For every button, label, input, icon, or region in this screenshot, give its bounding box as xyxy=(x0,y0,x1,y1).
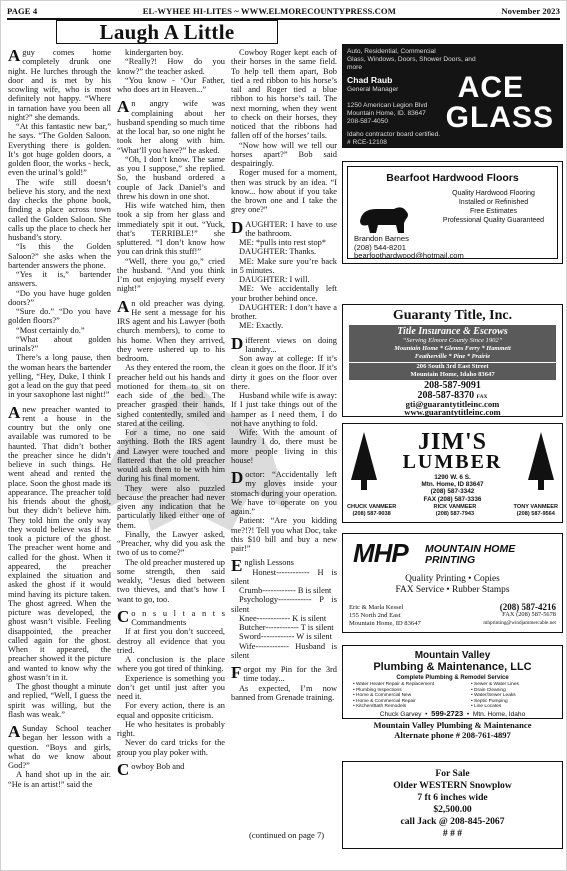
paragraph-text: Knee------------ K is silent xyxy=(239,613,327,623)
paragraph-text: ifferent views on doing laundry... xyxy=(245,335,337,354)
mv-left-item: • Home & Commercial Repair xyxy=(353,698,416,704)
guaranty-title-ad xyxy=(342,304,563,417)
jims-contact-3 xyxy=(514,504,558,518)
article-paragraph xyxy=(231,238,337,247)
ace-line2: Glass, Windows, Doors, Shower Doors, and xyxy=(347,56,476,63)
mv-sub: Complete Plumbing & Remodel Service xyxy=(396,675,509,681)
mv-phone: 599-2723 xyxy=(431,709,464,718)
article-paragraph xyxy=(117,606,225,628)
gti-since: “Serving Elmore County Since 1902” xyxy=(402,337,503,344)
gti-phone2: 208-587-8370 xyxy=(417,390,475,401)
article-paragraph xyxy=(231,595,337,614)
article-paragraph xyxy=(231,391,337,428)
mv-right-item: • Sewer & Water Lines xyxy=(471,682,519,687)
drop-cap: C xyxy=(117,606,130,626)
article-paragraph xyxy=(8,289,111,308)
jims-contact-2-phone: (208) 587-7943 xyxy=(435,511,475,517)
paragraph-text: A conclusion is the place where you got tired of thinking. xyxy=(117,655,225,674)
paragraph-text: Patient: “Are you kidding me?!?! Tell you what Doc, take this $10 bill and buy a new pair!” xyxy=(231,516,337,553)
article-paragraph xyxy=(231,632,337,641)
continued-note: (continued on page 7) xyxy=(249,830,325,840)
paragraph-text: Husband while wife is away: If I just take things out of the hamper as I need them, I do not have anything to fold. xyxy=(231,391,337,428)
gti-phone1: 208-587-9091 xyxy=(424,380,481,391)
gti-email: gti@guarantytitleinc.com xyxy=(405,399,500,409)
mhp-people: Eric & Marla Kessel xyxy=(349,604,404,611)
article-paragraph xyxy=(117,759,225,779)
ace-logo-top: ACE xyxy=(457,71,524,104)
paragraph-text: Roger mused for a moment, then was struck by an idea. “I know... how about if you take the brown one and I take the grey one?” xyxy=(231,168,337,215)
mhp-printing-ad xyxy=(342,533,563,633)
drop-cap: A xyxy=(8,402,21,422)
ace-logo-bottom: GLASS xyxy=(445,101,554,134)
article-paragraph xyxy=(231,217,337,239)
article-paragraph xyxy=(231,586,337,595)
gti-name: Guaranty Title, Inc. xyxy=(392,308,513,323)
article-paragraph xyxy=(231,284,337,303)
mountain-valley-ad xyxy=(342,645,563,719)
forsale-l6: # # # xyxy=(442,828,463,839)
bearfoot-l3: Free Estimates xyxy=(469,208,518,215)
paragraph-text: There’s a long pause, then the woman hears the bartender yelling, “Hey, Duke, I think I got a lead on the guy that peed in your saxophone last night!” xyxy=(8,353,111,400)
ace-line3: more xyxy=(347,64,363,71)
article-paragraph xyxy=(117,558,225,604)
drop-cap: A xyxy=(117,97,130,117)
article-paragraph xyxy=(8,48,111,122)
article-paragraph xyxy=(8,122,111,178)
article-paragraph xyxy=(231,247,337,256)
mhp-phone: (208) 587-4216 xyxy=(499,602,556,612)
paragraph-text: Cowboy Roger kept each of their horses in the same field. To help tell them apart, Bob tied a red ribbon to his horse’s tail and Roger tied a blue ribbon to his horse’s tail. The next morning, when they went to check on their horses, they noticed that the ribbons had fallen off of the horses’ tails. xyxy=(231,48,337,141)
gti-address-band xyxy=(349,363,556,380)
mv-right-item: • Drain Cleaning xyxy=(471,687,506,693)
column-2 xyxy=(117,48,225,841)
article-paragraph xyxy=(117,674,225,702)
jims-logo: JIM'S xyxy=(417,429,487,455)
mv-left-item: • Water Heater Repair & Replacement xyxy=(353,682,434,687)
drop-cap: C xyxy=(117,759,130,779)
paragraph-text: ME: Exactly. xyxy=(239,321,284,331)
ace-manager-name: Chad Raub xyxy=(347,75,393,85)
gti-band xyxy=(349,325,556,362)
paragraph-text: Sword------------ W is silent xyxy=(239,632,332,642)
jims-address xyxy=(343,474,562,503)
mhp-address xyxy=(349,604,421,628)
mv-contact-row: Chuck Garvey • 599-2723 • Mtn. Home, Idaho xyxy=(379,709,526,718)
article-paragraph xyxy=(231,665,337,684)
jims-logo-lumber: LUMBER xyxy=(402,451,503,473)
article-paragraph xyxy=(231,257,337,276)
drop-cap: E xyxy=(231,556,243,576)
page-number: PAGE 4 xyxy=(7,6,38,16)
paragraph-text: octor: “Accidentally left my gloves inside your stomach during your operation. We have to operate on you again.” xyxy=(231,470,337,516)
bearfoot-contact xyxy=(354,235,464,261)
article-paragraph xyxy=(231,623,337,632)
jims-fax: FAX (208) 587-3336 xyxy=(423,495,482,503)
gti-web: www.guarantytitleinc.com xyxy=(404,407,501,417)
paragraph-text: Never do card tricks for the group you play poker with. xyxy=(117,738,225,757)
mv-right-item: • Water/Sewer Leaks xyxy=(471,693,516,699)
paragraph-text: nglish Lessons xyxy=(244,558,294,568)
article-paragraph xyxy=(117,57,225,76)
article-paragraph xyxy=(117,627,225,655)
article-paragraph xyxy=(231,354,337,391)
article-paragraph xyxy=(231,568,337,587)
article-paragraph xyxy=(231,333,337,355)
forsale-l5: call Jack @ 208-845-2067 xyxy=(400,816,505,827)
paragraph-text: owboy Bob and xyxy=(131,761,185,771)
bearfoot-name: Brandon Barnes xyxy=(354,234,409,243)
mhp-name1: MOUNTAIN HOME xyxy=(425,543,516,555)
paragraph-text: The old preacher mustered up some strength, then said weakly, “Jesus died between two thieves, and that’s how I want to go, too. xyxy=(117,557,225,604)
drop-cap: D xyxy=(231,468,244,487)
jims-contact-2-name: RICK VANMEER xyxy=(433,504,477,510)
for-sale-ad xyxy=(342,761,563,849)
gti-sub: Title Insurance & Escrows xyxy=(397,326,508,337)
mhp-logo: MHP xyxy=(353,538,408,568)
mv-caption2: Alternate phone # 208-761-4897 xyxy=(394,730,511,740)
paragraph-text: Sunday School teacher began her lesson with a question. “Boys and girls, what do we know about God?” xyxy=(8,724,111,770)
bearfoot-frame xyxy=(347,166,558,259)
paragraph-text: “Well, there you go,” cried the husband. “And you think I’m out enjoying myself every night!” xyxy=(117,256,225,294)
paragraph-text: n old preacher was dying. He sent a message for his IRS agent and his Lawyer (both church members), to come to his home. When they arrived, they were ushered up to his bedroom. xyxy=(117,298,225,363)
article-paragraph xyxy=(117,99,225,155)
paragraph-text: He who hesitates is probably right. xyxy=(117,719,225,738)
article-paragraph xyxy=(8,307,111,326)
mhp-contact xyxy=(483,603,556,627)
paragraph-text: “Is this the Golden Saloon?” she asks when the bartender answers the phone. xyxy=(8,242,111,270)
article-paragraph xyxy=(8,270,111,289)
paragraph-text: ME: We accidentally left your brother behind once. xyxy=(231,284,337,303)
jims-contact-1-phone: (208) 587-9038 xyxy=(352,511,391,517)
mv-left-item: • Home & Commercial New xyxy=(353,693,412,699)
jims-contact-3-phone: (208) 587-9564 xyxy=(516,511,555,517)
ace-phone: 208-587-4050 xyxy=(347,118,389,125)
article-paragraph xyxy=(8,682,111,719)
jims-lumber-ad xyxy=(342,423,563,523)
paragraph-text: Wife------------ Husband is silent xyxy=(231,641,337,660)
article-paragraph xyxy=(231,470,337,516)
drop-cap: A xyxy=(117,296,130,316)
article-paragraph xyxy=(231,642,337,661)
mhp-name xyxy=(425,544,515,566)
paragraph-text: Psychology------------ P is silent xyxy=(231,595,337,614)
drop-cap: A xyxy=(8,48,21,65)
article-paragraph xyxy=(8,724,111,770)
ace-addr1: 1250 American Legion Blvd xyxy=(347,102,428,109)
article-paragraph xyxy=(117,701,225,720)
mv-contact-name: Chuck Garvey xyxy=(379,711,422,718)
jims-addr1: 1290 W. 6 S. xyxy=(434,474,471,481)
ace-cert2: # RCE-12108 xyxy=(347,139,387,146)
article-paragraph xyxy=(231,428,337,465)
jims-contacts xyxy=(347,504,558,518)
paragraph-text: AUGHTER: I have to use the bathroom. xyxy=(245,219,337,238)
bearfoot-l4: Professional Quality Guaranteed xyxy=(442,217,545,224)
article-paragraph xyxy=(117,363,225,428)
paragraph-text: “Oh, I don’t know. The same as you I suppose,” she replied. So, the husband ordered a couple of Jack Daniel’s and threw his down in one shot. xyxy=(117,154,225,201)
article-paragraph xyxy=(117,155,225,201)
drop-cap: D xyxy=(231,217,244,237)
paragraph-text: Butcher------------ T is silent xyxy=(239,623,334,632)
bearfoot-title: Bearfoot Hardwood Floors xyxy=(386,172,519,184)
paragraph-text: “Now how will we tell our horses apart?” Bob said despairingly. xyxy=(231,140,337,168)
article-paragraph xyxy=(8,326,111,335)
mv-right-item: • Septic Pumping xyxy=(471,698,508,704)
paragraph-text: The wife still doesn’t believe his story, and the next day checks the phone book, finding a place across town called the Golden Saloon. She calls up the place to check her husband’s story. xyxy=(8,177,111,242)
bear-icon xyxy=(356,201,412,235)
jims-contact-1 xyxy=(347,504,396,518)
paragraph-text: His wife watched him, then took a sip from her glass and immediately spit it out. “Yuck, that’s TERRIBLE!” she spluttered. “I don’t know how you can drink this stuff!” xyxy=(117,201,225,257)
bearfoot-services xyxy=(426,189,561,225)
gti-towns2: Featherville * Pine * Prairie xyxy=(414,353,491,360)
article-paragraph xyxy=(117,720,225,739)
article-paragraph xyxy=(231,556,337,576)
mv-caption xyxy=(342,720,563,740)
article-paragraph xyxy=(117,48,225,57)
mhp-fax: FAX (208) 587-5678 xyxy=(502,611,556,618)
jims-phone: (208) 587-3342 xyxy=(430,488,475,496)
forsale-l1: For Sale xyxy=(435,768,470,779)
article-paragraph xyxy=(231,303,337,322)
article-paragraph xyxy=(8,353,111,399)
article-paragraph xyxy=(8,402,111,683)
forsale-l3: 7 ft 6 inches wide xyxy=(417,792,488,803)
paragraph-text: DAUGHTER: I don’t have a brother. xyxy=(231,302,337,321)
mhp-name2: PRINTING xyxy=(425,554,476,566)
drop-cap: A xyxy=(8,722,21,741)
column-1 xyxy=(8,48,111,840)
section-title: Laugh A Little xyxy=(56,20,278,44)
mv-town: Mtn. Home, Idaho xyxy=(472,711,526,718)
mv-left-item: • Kitchen/Bath Remodels xyxy=(353,704,407,710)
bearfoot-l1: Quality Hardwood Flooring xyxy=(452,190,535,197)
ace-glass-ad xyxy=(342,44,563,148)
ace-cert1: Idaho contractor board certified. xyxy=(347,131,441,138)
mv-left-item: • Plumbing Inspections xyxy=(353,687,402,693)
paragraph-text: Finally, the Lawyer asked, “Preacher, why did you ask the two of us to come?” xyxy=(117,529,225,558)
bearfoot-l2: Installed or Refinished xyxy=(458,199,529,206)
gti-towns1: Mountain Home * Glenns Ferry * Hammett xyxy=(394,345,511,352)
mv-title2: Plumbing & Maintenance, LLC xyxy=(373,661,532,673)
forsale-l4: $2,500.00 xyxy=(433,804,472,815)
jims-addr2: Mtn. Home, ID 83647 xyxy=(421,481,484,489)
paragraph-text: A hand shot up in the air. “He is an artist!” said the xyxy=(8,770,111,789)
gti-fax-label: FAX xyxy=(476,394,488,400)
article-paragraph xyxy=(117,530,225,558)
paragraph-text: “Do you have huge golden doors?” xyxy=(8,288,111,307)
drop-cap: D xyxy=(231,333,244,353)
paragraph-text: o n s u l t a n t s Commandments xyxy=(131,608,225,627)
paragraph-text: They were also puzzled because the preacher had never given any indication that he particularly liked either one of them. xyxy=(117,483,225,530)
article-paragraph xyxy=(117,655,225,674)
article-paragraph xyxy=(117,296,225,364)
mv-left-list xyxy=(353,682,434,710)
article-paragraph xyxy=(117,201,225,257)
bearfoot-phone: (208) 544-8201 xyxy=(354,242,406,252)
mhp-email: mhprinting@windjammercable.net xyxy=(483,620,556,626)
drop-cap: F xyxy=(231,663,242,682)
paragraph-text: kindergarten boy. xyxy=(125,48,184,57)
paragraph-text: “Sure do.” “Do you have golden floors?” xyxy=(8,307,111,326)
paragraph-text: For every action, there is an equal and opposite criticism. xyxy=(117,701,225,720)
paragraph-text: Experience is something you don’t get until just after you need it. xyxy=(117,673,225,701)
article-paragraph xyxy=(117,428,225,484)
paragraph-text: The ghost thought a minute and replied, “Well, I guess the spirit was willing, but the flash was weak.” xyxy=(8,682,111,719)
article-paragraph xyxy=(231,321,337,330)
paragraph-text: “Yes it is,” bartender answers. xyxy=(8,270,111,289)
paragraph-text: “Really?! How do you know?” the teacher asked. xyxy=(117,57,225,76)
gti-addr2: Mountain Home, Idaho 83647 xyxy=(410,371,495,378)
page-header xyxy=(7,4,560,18)
paragraph-text: “What about golden urinals?” xyxy=(8,334,111,353)
forsale-text xyxy=(343,768,562,840)
bearfoot-email: bearfoothardwood@hotmail.com xyxy=(354,251,464,261)
paragraph-text: As they entered the room, the preacher held out his hands and motioned for them to sit on each side of the bed. The preacher grasped their hands, sighed contentedly, smiled and stared at the ceiling. xyxy=(117,363,225,428)
paragraph-text: Wife: With the amount of laundry I do, there must be more people living in this house! xyxy=(231,428,337,465)
gti-addr1: 206 South 3rd East Street xyxy=(416,363,489,370)
paragraph-text: ME: Make sure you’re back in 5 minutes. xyxy=(231,256,337,275)
issue-date: November 2023 xyxy=(501,6,560,16)
paragraph-text: guy comes home completely drunk one night. He lurches through the door and is met by his scowling wife, who is most definitely not happy. “Where in tarnation have you been all night?” she demands. xyxy=(8,48,111,122)
jims-contact-1-name: CHUCK VANMEER xyxy=(347,504,397,510)
article-paragraph xyxy=(231,684,337,703)
paragraph-text: n angry wife was complaining about her husband spending so much time at the local bar, so one night he took her along with him. “What’ll you have?” he asked. xyxy=(117,99,225,155)
paragraph-text: Crumb------------ B is silent xyxy=(239,586,332,595)
article-paragraph xyxy=(231,516,337,553)
bearfoot-hardwood-ad xyxy=(342,161,563,264)
article-paragraph xyxy=(231,614,337,623)
ace-line1: Auto, Residential, Commercial xyxy=(347,48,436,55)
paragraph-text: “You know - ‘Our Father, who does art in Heaven...” xyxy=(117,75,225,94)
paragraph-text: ME: *pulls into rest stop* xyxy=(239,238,327,247)
jims-contact-2 xyxy=(434,504,477,518)
paper-name: EL-WYHEE HI-LITES ~ WWW.ELMORECOUNTYPRESS.COM xyxy=(142,6,396,16)
article-paragraph xyxy=(8,242,111,270)
mhp-services2: FAX Service • Rubber Stamps xyxy=(395,585,510,595)
column-3 xyxy=(231,48,337,828)
article-paragraph xyxy=(117,738,225,757)
mv-right-item: • Line Locates xyxy=(471,704,502,710)
paragraph-text: new preacher wanted to rent a house in the country but the only one available was rumored to be haunted. That didn’t bother the preacher since he didn’t believe in such things. He went ahead and rented the place. Soon the ghost made its appearance. The preacher told his friends about the ghost, but they didn’t believe him. They told him the only way they would believe was if he took a picture of the ghost. The preacher went home and called for the ghost. When it appeared, the preacher explained the situation and asked the ghost if it would mind having its picture taken. The ghost agreed. When the picture was developed, the ghost wasn’t visible. Feeling disappointed, the preacher called again for the ghost. When it appeared, the preacher showed it the picture and wanted to know why the ghost wasn’t in it. xyxy=(8,404,111,682)
paragraph-text: “Most certainly do.” xyxy=(16,325,85,335)
paragraph-text: orgot my Pin for the 3rd time today... xyxy=(243,665,337,684)
article-paragraph xyxy=(117,484,225,530)
mv-caption1: Mountain Valley Plumbing & Maintenance xyxy=(373,720,532,730)
article-paragraph xyxy=(231,168,337,214)
forsale-l2: Older WESTERN Snowplow xyxy=(393,780,512,791)
paragraph-text: DAUGHTER: I will. xyxy=(239,275,310,284)
paragraph-text: If at first you don’t succeed, destroy all evidence that you tried. xyxy=(117,627,225,655)
article-paragraph xyxy=(8,770,111,789)
paragraph-text: “At this fantastic new bar,” he says. “The Golden Saloon. Everything there is golden. It’s got huge golden doors, a golden floor, the works - heck, even the urinal’s gold!” xyxy=(8,122,111,178)
article-paragraph xyxy=(231,48,337,141)
article-paragraph xyxy=(8,335,111,354)
article-paragraph xyxy=(231,141,337,169)
mhp-addr1: 155 North 2nd East xyxy=(349,612,401,619)
ace-role: General Manager xyxy=(347,86,399,93)
article-paragraph xyxy=(231,275,337,284)
paragraph-text: As expected, I’m now banned from Grenade training. xyxy=(231,683,337,702)
mhp-services1: Quality Printing • Copies xyxy=(405,574,500,584)
paragraph-text: Son away at college: If it’s clean it goes on the floor. If it’s dirty it goes on the floor over there. xyxy=(231,354,337,391)
mhp-addr2: Mountain Home, ID 83647 xyxy=(349,620,421,627)
paragraph-text: DAUGHTER: Thanks. xyxy=(239,247,317,257)
mv-title1: Mountain Valley xyxy=(414,650,491,661)
jims-contact-3-name: TONY VANMEER xyxy=(513,504,558,510)
paragraph-text: Honest------------ H is silent xyxy=(231,567,337,586)
article-paragraph xyxy=(117,76,225,95)
article-paragraph xyxy=(8,178,111,243)
ace-addr2: Mountain Home, ID. 83647 xyxy=(347,110,426,117)
mv-right-list xyxy=(471,682,519,710)
paragraph-text: For a time, no one said anything. Both the IRS agent and Lawyer were touched and flattered that the old preacher would ask them to be with him during his final moment. xyxy=(117,428,225,484)
article-paragraph xyxy=(117,257,225,294)
